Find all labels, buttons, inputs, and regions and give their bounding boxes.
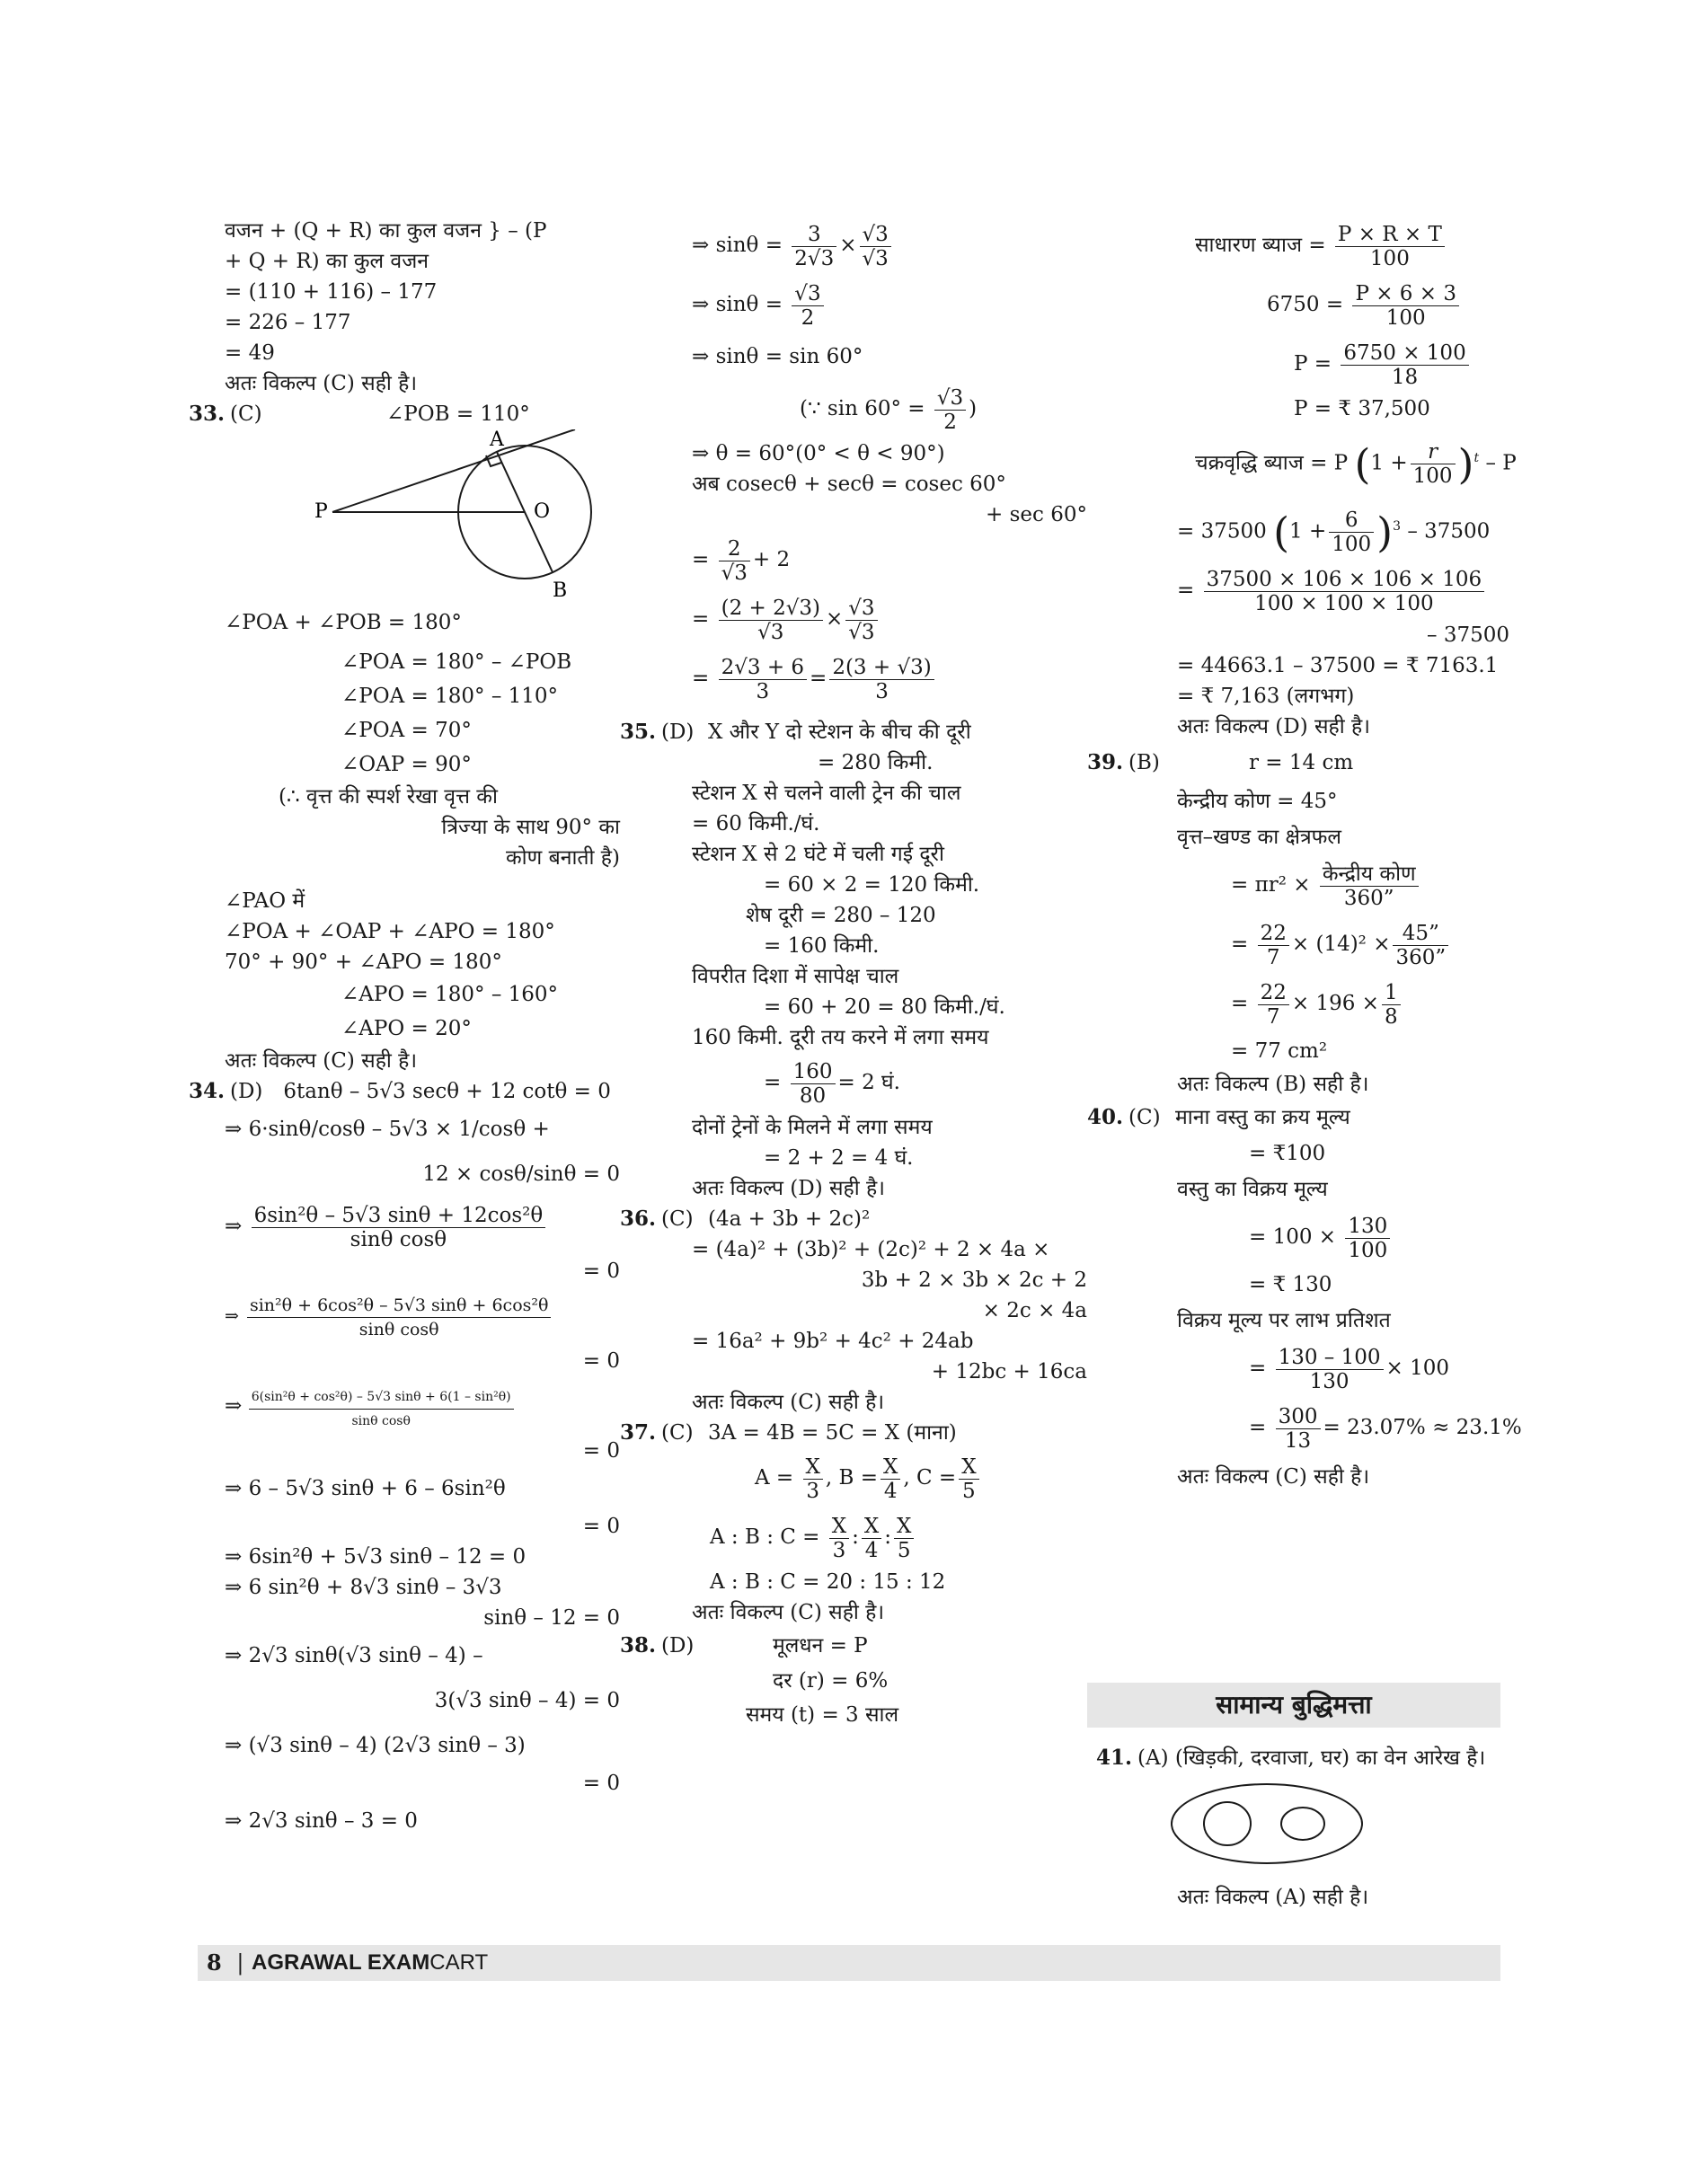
fraction: $\frac{X}{4}$: [881, 1455, 900, 1503]
text-line: = (110 + 116) – 177: [225, 280, 438, 304]
answer-line: अतः विकल्प (C) सही है।: [225, 1049, 418, 1073]
step: ⇒ 6 – 5√3 sinθ + 6 – 6sin²θ: [225, 1477, 506, 1500]
fraction: $\frac{\text{6(sin²θ + cos²θ) – 5√3 sinθ + 6(1 – sin²θ)}}{\text{sinθ cosθ}}$: [249, 1385, 514, 1433]
step: केन्द्रीय कोण = 45°: [1177, 790, 1338, 813]
step: = 44663.1 – 37500 = ₹ 7163.1: [1177, 654, 1499, 677]
step: शेष दूरी = 280 – 120: [746, 904, 936, 927]
step: ⇒ 6 sin²θ + 8√3 sinθ – 3√3: [225, 1576, 502, 1599]
fraction-step: = $\frac{2√3 + 6}{3}$ = $\frac{2(3 + √3)}{3}$: [656, 649, 1105, 708]
step: ∠POA + ∠OAP + ∠APO = 180°: [225, 920, 555, 943]
fraction: $\frac{r}{100}$: [1411, 440, 1456, 488]
step: = 16a² + 9b² + 4c² + 24ab: [692, 1330, 974, 1353]
fraction: $\frac{300}{13}$: [1276, 1405, 1321, 1453]
step: विपरीत दिशा में सापेक्ष चाल: [692, 965, 899, 988]
brand-logo: AGRAWAL EXAMCART: [252, 1950, 489, 1975]
step: समय (t) = 3 साल: [746, 1703, 899, 1727]
fraction: $\frac{3}{2√3}$: [792, 223, 836, 270]
venn-outer-ellipse: [1172, 1784, 1362, 1863]
column-1: [189, 216, 638, 1843]
label-b: B: [553, 579, 568, 600]
section-heading: सामान्य बुद्धिमत्ता: [1087, 1683, 1500, 1728]
fraction: $\frac{2(3 + √3)}{3}$: [829, 656, 934, 703]
question-option: (D): [661, 720, 695, 744]
fraction-step: ⇒ $\frac{\text{sin²θ + 6cos²θ – 5√3 sinθ + 6cos²θ}}{\text{sinθ cosθ}}$: [189, 1286, 638, 1346]
circle-tangent-diagram: [189, 429, 620, 600]
equals-zero: = 0: [582, 1515, 620, 1538]
label-o: O: [534, 500, 551, 523]
question-34-header: [189, 1076, 638, 1107]
fraction: $\frac{130}{100}$: [1345, 1215, 1390, 1262]
step: = ₹ 130: [1249, 1273, 1332, 1296]
step: ∠PAO में: [225, 889, 305, 913]
fraction: $\frac{√3}{√3}$: [845, 597, 877, 644]
step: = 60 × 2 = 120 किमी.: [764, 873, 980, 897]
step: ⇒ θ = 60°(0° < θ < 90°): [692, 442, 945, 465]
fraction-step: = $\frac{2}{√3}$ + 2: [692, 536, 791, 585]
question-number: 38.: [620, 1633, 657, 1658]
fraction-step: ⇒ $\frac{\text{6(sin²θ + cos²θ) – 5√3 sinθ + 6(1 – sin²θ)}}{\text{sinθ cosθ}}$: [189, 1376, 638, 1436]
step: = 60 + 20 = 80 किमी./घं.: [764, 995, 1005, 1019]
fraction: $\frac{√3}{2}$: [934, 386, 966, 434]
step: ⇒ 6sin²θ + 5√3 sinθ – 12 = 0: [225, 1545, 527, 1569]
question-option: (A): [1137, 1746, 1169, 1770]
question-33-header: [189, 399, 638, 429]
question-38-header: 38. (D) मूलधन = P: [620, 1628, 1105, 1664]
equation: 6tanθ – 5√3 secθ + 12 cotθ = 0: [283, 1080, 611, 1103]
label-a: A: [490, 429, 504, 451]
fraction-step: P = $\frac{6750 \times 100}{18}$: [1087, 334, 1527, 393]
question-option: (C): [230, 402, 262, 426]
question-option: (D): [661, 1634, 695, 1658]
fraction-step: = $\frac{(2 + 2√3)}{√3}$ × $\frac{√3}{√3}$: [656, 589, 1105, 649]
fraction-step: = $\frac{160}{80}$ = 2 घं.: [764, 1059, 900, 1108]
fraction-step: A = $\frac{X}{3}$ , B = $\frac{X}{4}$ , C = $\frac{X}{5}$: [656, 1448, 1105, 1507]
label-p: P: [314, 500, 328, 523]
answer-line: अतः विकल्प (D) सही है।: [692, 1177, 885, 1200]
question-option: (C): [661, 1207, 694, 1231]
fraction-step: = $\frac{37500 \times 106 \times 106 \times 106}{100 \times 100 \times 100}$: [1087, 561, 1527, 620]
step: + sec 60°: [986, 503, 1087, 526]
answer-line: अतः विकल्प (C) सही है।: [692, 1391, 885, 1414]
step: दर (r) = 6%: [773, 1669, 889, 1693]
step: = 2 + 2 = 4 घं.: [764, 1146, 914, 1170]
answer-line: अतः विकल्प (C) सही है।: [1177, 1465, 1370, 1489]
column-3: [1087, 216, 1527, 1497]
fraction: $\frac{6}{100}$: [1329, 508, 1374, 556]
geometry-figure: [189, 429, 638, 600]
step: दोनों ट्रेनों के मिलने में लगा समय: [692, 1116, 933, 1139]
fraction: $\frac{2}{√3}$: [719, 537, 750, 585]
fraction: $\frac{X}{3}$: [829, 1515, 849, 1562]
answer-line: अतः विकल्प (B) सही है।: [1177, 1073, 1369, 1096]
fraction: $\frac{X}{5}$: [959, 1455, 978, 1503]
fraction: $\frac{37500 \times 106 \times 106 \times 106}{100 \times 100 \times 100}$: [1204, 568, 1485, 615]
fraction: $\frac{45”}{360”}$: [1393, 922, 1448, 969]
text-line: = 49: [225, 341, 275, 365]
step: ∠APO = 180° – 160°: [341, 983, 559, 1006]
equals-zero: = 0: [582, 1349, 620, 1373]
fraction: केन्द्रीय कोण 360”: [1320, 862, 1419, 910]
question-number: 35.: [620, 720, 657, 744]
step: 12 × cosθ/sinθ = 0: [422, 1162, 620, 1186]
fraction: $\frac{√3}{2}$: [792, 282, 823, 330]
note: त्रिज्या के साथ 90° का: [441, 816, 620, 839]
step: sinθ – 12 = 0: [483, 1606, 620, 1630]
fraction: $\frac{X}{3}$: [803, 1455, 823, 1503]
step: ⇒ 2√3 sinθ(√3 sinθ – 4) –: [225, 1644, 483, 1667]
equals-zero: = 0: [582, 1260, 620, 1283]
text-line: = 226 – 177: [225, 311, 351, 334]
question-40-header: 40. (C) माना वस्तु का क्रय मूल्य: [1087, 1100, 1527, 1136]
fraction: $\frac{P \times 6 \times 3}{100}$: [1352, 282, 1459, 330]
fraction: $\frac{22}{7}$: [1258, 981, 1289, 1029]
step: विक्रय मूल्य पर लाभ प्रतिशत: [1177, 1309, 1391, 1332]
step: ⇒ sinθ = sin 60°: [692, 345, 863, 368]
question-number: 33.: [189, 402, 226, 426]
question-number: 40.: [1087, 1105, 1124, 1129]
step: = 280 किमी.: [818, 751, 934, 774]
question-number: 39.: [1087, 750, 1124, 774]
note: (∴ वृत्त की स्पर्श रेखा वृत्त की: [279, 785, 498, 809]
fraction-step: चक्रवृद्धि ब्याज = P (1 + $\frac{r}{100}$ )$^t$ – P: [1195, 439, 1517, 489]
step: ∠POA = 180° – 110°: [341, 685, 559, 708]
step: स्टेशन X से चलने वाली ट्रेन की चाल: [692, 782, 961, 805]
question-39-header: 39. (B) r = 14 cm: [1087, 742, 1527, 783]
fraction-step: 6750 = $\frac{P \times 6 \times 3}{100}$: [1087, 275, 1527, 334]
answer-line: अतः विकल्प (C) सही है।: [225, 372, 418, 395]
step: 70° + 90° + ∠APO = 180°: [225, 950, 502, 974]
equals-zero: = 0: [582, 1439, 620, 1463]
question-number: 37.: [620, 1420, 657, 1445]
fraction: $\frac{X}{5}$: [894, 1515, 914, 1562]
fraction-step: = $\frac{130 - 100}{130}$ × 100: [1249, 1345, 1449, 1393]
equals-zero: = 0: [582, 1772, 620, 1795]
note: कोण बनाती है): [506, 846, 620, 870]
step: ∠POA = 70°: [341, 719, 472, 742]
step: ∠POA = 180° – ∠POB: [341, 650, 572, 674]
step: ⇒ 2√3 sinθ – 3 = 0: [225, 1809, 418, 1833]
fraction: $\frac{130 - 100}{130}$: [1276, 1346, 1384, 1393]
step: वृत्त–खण्ड का क्षेत्रफल: [1177, 826, 1341, 849]
page-number: 8 |: [207, 1949, 244, 1976]
step: ∠OAP = 90°: [341, 753, 472, 776]
text-line: वजन + (Q + R) का कुल वजन } – (P: [225, 219, 547, 243]
step: ∠POA + ∠POB = 180°: [225, 611, 462, 634]
step: P = ₹ 37,500: [1294, 397, 1430, 420]
step: A : B : C = 20 : 15 : 12: [710, 1570, 946, 1594]
fraction-step: ⇒ $\frac{\text{6sin²θ – 5√3 sinθ + 12cos²θ}}{\text{sinθ cosθ}}$: [189, 1197, 638, 1256]
venn-inner-circle-2: [1281, 1808, 1324, 1840]
column-2: [620, 216, 1105, 1732]
venn-inner-circle-1: [1204, 1802, 1251, 1845]
question-number: 41.: [1096, 1746, 1133, 1770]
step: ∠APO = 20°: [341, 1017, 472, 1040]
fraction: $\frac{(2 + 2√3)}{√3}$: [719, 597, 823, 644]
fraction: $\frac{1}{8}$: [1382, 981, 1401, 1029]
question-option: (C): [661, 1421, 694, 1445]
fraction-step: साधारण ब्याज = $\frac{P \times R \times T}{100}$: [1087, 216, 1527, 275]
fraction-step: ⇒ sinθ = $\frac{√3}{2}$: [656, 275, 1105, 334]
text-line: + Q + R) का कुल वजन: [225, 250, 429, 273]
answer-line: अतः विकल्प (A) सही है।: [1177, 1886, 1369, 1909]
step: = 60 किमी./घं.: [692, 812, 820, 835]
fraction-step: = πr² × केन्द्रीय कोण 360”: [1087, 855, 1527, 915]
step: + 12bc + 16ca: [931, 1360, 1087, 1383]
fraction: $\frac{2√3 + 6}{3}$: [719, 656, 807, 703]
question-number: 36.: [620, 1207, 657, 1231]
fraction: $\frac{22}{7}$: [1258, 922, 1289, 969]
step: 3b + 2 × 3b × 2c + 2: [861, 1269, 1087, 1292]
fraction: $\frac{X}{4}$: [862, 1515, 881, 1562]
fraction-step: = 37500 (1 + $\frac{6}{100}$ )$^3$ – 37500: [1177, 508, 1491, 557]
question-number: 34.: [189, 1079, 226, 1103]
question-option: (D): [230, 1080, 263, 1103]
question-option: (C): [1128, 1106, 1161, 1129]
step: ⇒ (√3 sinθ – 4) (2√3 sinθ – 3): [225, 1734, 526, 1757]
fraction-step: ⇒ sinθ = $\frac{3}{2√3}$ × $\frac{√3}{√3}$: [656, 216, 1105, 275]
answer-line: अतः विकल्प (C) सही है।: [692, 1601, 885, 1624]
page-footer: [198, 1945, 1500, 1981]
fraction-step: (∵ sin 60° = $\frac{√3}{2}$ ): [800, 385, 978, 434]
fraction: $\frac{\text{sin²θ + 6cos²θ – 5√3 sinθ + 6cos²θ}}{\text{sinθ cosθ}}$: [247, 1294, 551, 1341]
fraction-step: A : B : C = $\frac{X}{3}$ : $\frac{X}{4}$ : $\frac{X}{5}$: [656, 1507, 1105, 1567]
step: वस्तु का विक्रय मूल्य: [1177, 1178, 1328, 1201]
given-angle: ∠POB = 110°: [386, 402, 530, 426]
step: = (4a)² + (3b)² + (2c)² + 2 × 4a ×: [692, 1238, 1050, 1261]
step: × 2c × 4a: [982, 1299, 1087, 1322]
question-35-header: 35. (D) X और Y दो स्टेशन के बीच की दूरी: [620, 717, 1105, 747]
step: ⇒ 6·sinθ/cosθ – 5√3 × 1/cosθ +: [225, 1118, 550, 1141]
step: – 37500: [1427, 623, 1509, 647]
step: = 160 किमी.: [764, 934, 880, 958]
fraction: $\frac{6750 \times 100}{18}$: [1341, 341, 1468, 389]
answer-line: अतः विकल्प (D) सही है।: [1177, 715, 1370, 738]
venn-diagram: [1168, 1779, 1366, 1869]
question-37-header: 37. (C) 3A = 4B = 5C = X (माना): [620, 1418, 1105, 1448]
step: 3(√3 sinθ – 4) = 0: [434, 1689, 620, 1712]
step: = ₹ 7,163 (लगभग): [1177, 685, 1355, 708]
step: अब cosecθ + secθ = cosec 60°: [692, 473, 1006, 496]
question-41: [1096, 1743, 1527, 1909]
question-option: (B): [1128, 751, 1160, 774]
fraction: $\frac{\text{6sin²θ – 5√3 sinθ + 12cos²θ}}{\text{sinθ cosθ}}$: [252, 1204, 546, 1251]
step: = ₹100: [1249, 1142, 1326, 1165]
fraction-step: = $\frac{22}{7}$ × 196 × $\frac{1}{8}$: [1087, 974, 1527, 1033]
step: 160 किमी. दूरी तय करने में लगा समय: [692, 1026, 989, 1049]
question-41-header: 41. (A) (खिड़की, दरवाजा, घर) का वेन आरेख है।: [1096, 1743, 1527, 1773]
fraction-step: = $\frac{300}{13}$ = 23.07% ≈ 23.1%: [1249, 1404, 1522, 1453]
step: = 77 cm²: [1231, 1039, 1328, 1063]
step: स्टेशन X से 2 घंटे में चली गई दूरी: [692, 843, 944, 866]
fraction-step: = 100 × $\frac{130}{100}$: [1087, 1207, 1527, 1267]
question-36-header: 36. (C) (4a + 3b + 2c)²: [620, 1204, 1105, 1234]
fraction: $\frac{√3}{√3}$: [860, 223, 891, 270]
fraction: $\frac{160}{80}$: [791, 1060, 836, 1108]
fraction: $\frac{P \times R \times T}{100}$: [1335, 223, 1445, 270]
fraction-step: = $\frac{22}{7}$ × (14)² × $\frac{45”}{360”}$: [1087, 915, 1527, 974]
